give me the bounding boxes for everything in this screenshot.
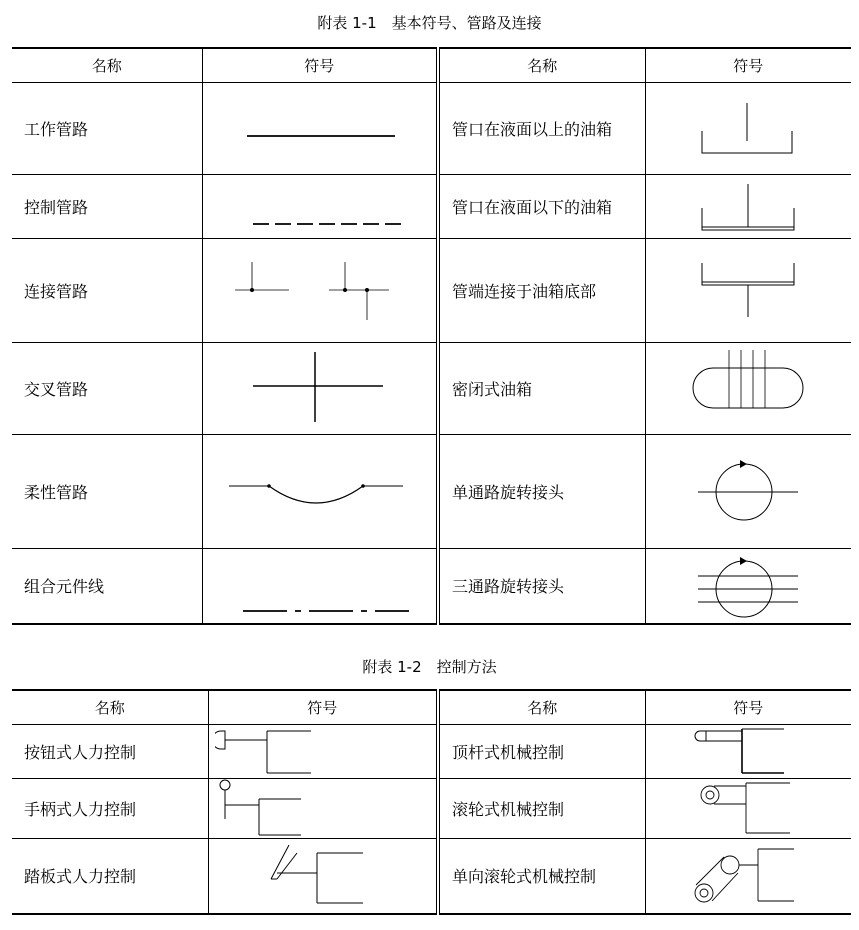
component-enclosure-line-icon	[219, 551, 419, 621]
header-symbol: 符号	[645, 690, 851, 724]
tank-pipe-below-level-icon	[688, 176, 808, 236]
symbol-name: 密闭式油箱	[438, 342, 645, 434]
symbol-name: 控制管路	[12, 174, 202, 238]
connected-lines-icon	[219, 250, 419, 330]
table-row	[12, 724, 851, 778]
table-row	[12, 548, 851, 624]
symbol-name: 单向滚轮式机械控制	[438, 838, 645, 914]
table1-caption: 附表 1-1 基本符号、管路及连接	[317, 14, 542, 32]
closed-tank-icon	[683, 348, 813, 428]
basic-symbols-table	[12, 47, 851, 625]
table-row	[12, 174, 851, 238]
control-line-icon	[219, 178, 419, 234]
flexible-line-icon	[219, 456, 419, 526]
header-symbol: 符号	[202, 48, 438, 82]
header-symbol: 符号	[645, 48, 851, 82]
crossing-lines-icon	[219, 348, 419, 428]
symbol-name: 交叉管路	[12, 342, 202, 434]
single-rotary-joint-icon	[688, 451, 808, 531]
plunger-control-icon	[694, 725, 804, 777]
one-way-roller-control-icon	[686, 841, 806, 911]
symbol-name: 手柄式人力控制	[12, 778, 208, 838]
tank-bottom-connection-icon	[688, 255, 808, 325]
symbol-name: 柔性管路	[12, 434, 202, 548]
push-button-control-icon	[215, 725, 325, 777]
header-symbol: 符号	[208, 690, 438, 724]
three-way-rotary-joint-icon	[688, 551, 808, 621]
symbol-name: 踏板式人力控制	[12, 838, 208, 914]
symbol-name: 按钮式人力控制	[12, 724, 208, 778]
symbol-name: 管口在液面以下的油箱	[438, 174, 645, 238]
table-row	[12, 238, 851, 342]
table-row	[12, 778, 851, 838]
tank-pipe-above-level-icon	[688, 93, 808, 163]
table-header-row	[12, 690, 851, 724]
control-methods-table	[12, 689, 851, 915]
symbol-name: 工作管路	[12, 82, 202, 174]
symbol-name: 管口在液面以上的油箱	[438, 82, 645, 174]
roller-control-icon	[694, 779, 804, 837]
symbol-name: 滚轮式机械控制	[438, 778, 645, 838]
table-header-row	[12, 48, 851, 82]
table2-caption: 附表 1-2 控制方法	[362, 658, 497, 676]
symbol-name: 组合元件线	[12, 548, 202, 624]
table-row	[12, 342, 851, 434]
table-row	[12, 434, 851, 548]
symbol-name: 三通路旋转接头	[438, 548, 645, 624]
symbol-name: 管端连接于油箱底部	[438, 238, 645, 342]
header-name: 名称	[438, 48, 645, 82]
header-name: 名称	[438, 690, 645, 724]
symbol-name: 连接管路	[12, 238, 202, 342]
header-name: 名称	[12, 690, 208, 724]
table-row	[12, 82, 851, 174]
lever-control-icon	[215, 779, 325, 837]
header-name: 名称	[12, 48, 202, 82]
symbol-name: 顶杆式机械控制	[438, 724, 645, 778]
table-row	[12, 838, 851, 914]
symbol-name: 单通路旋转接头	[438, 434, 645, 548]
working-line-icon	[219, 98, 419, 158]
pedal-control-icon	[267, 841, 377, 911]
